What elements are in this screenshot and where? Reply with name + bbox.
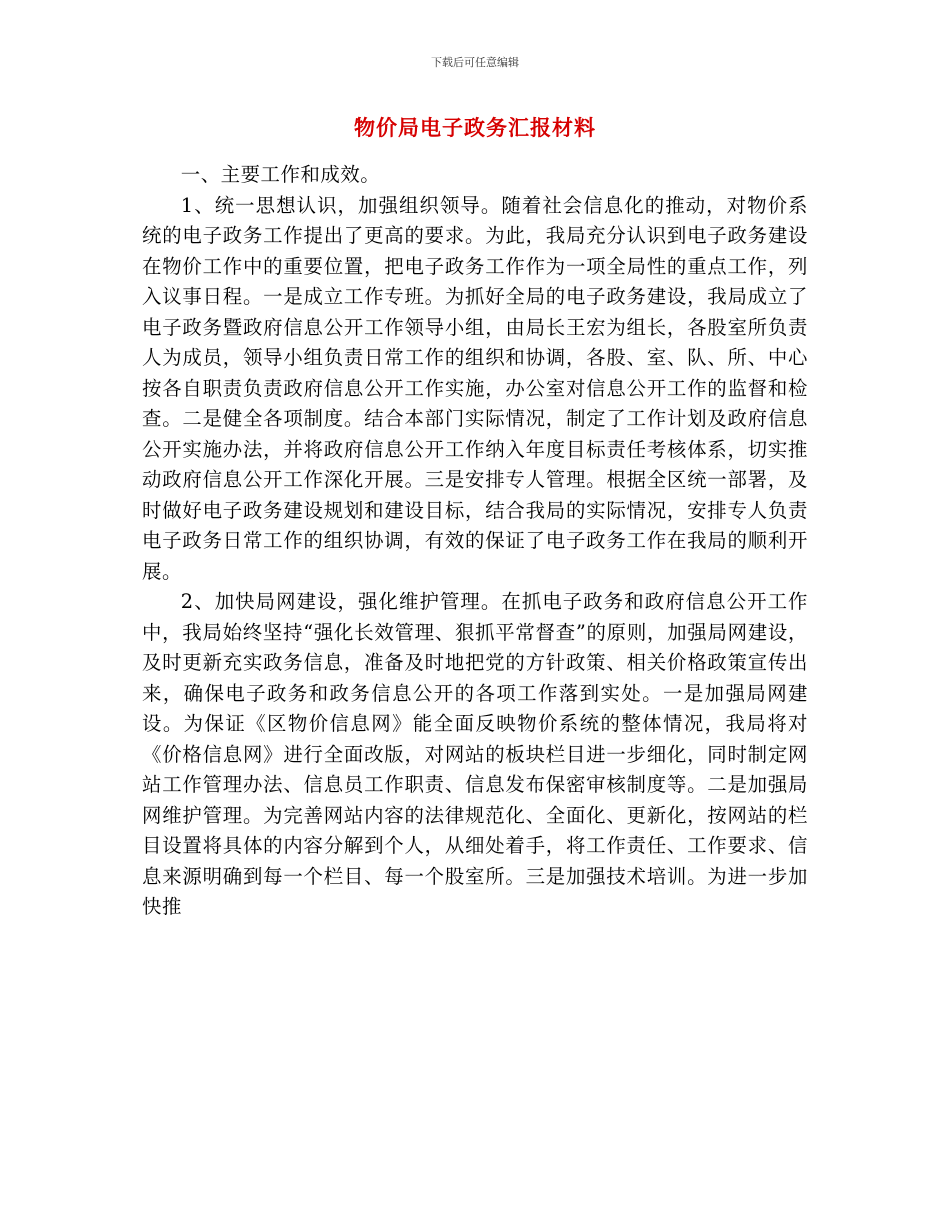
body-paragraph-2: 2、加快局网建设，强化维护管理。在抓电子政务和政府信息公开工作中，我局始终坚持“强化长效管理、狠抓平常督查”的原则，加强局网建设，及时更新充实政务信息，准备及时地把党的方针政策、相关价格政策宣传出来，确保电子政务和政务信息公开的各项工作落到实处。一是加强局网建设。为保证《区物价信息网》能全面反映物价系统的整体情况，我局将对《价格信息网》进行全面改版，对网站的板块栏目进一步细化，同时制定网站工作管理办法、信息员工作职责、信息发布保密审核制度等。二是加强局网维护管理。为完善网站内容的法律规范化、全面化、更新化，按网站的栏目设置将具体的内容分解到个人，从细处着手，将工作责任、工作要求、信息来源明确到每一个栏目、每一个股室所。三是加强技术培训。为进一步加快推 (142, 590, 808, 918)
document-body (142, 160, 808, 923)
body-paragraph-1: 1、统一思想认识，加强组织领导。随着社会信息化的推动，对物价系统的电子政务工作提出了更高的要求。为此，我局充分认识到电子政务建设在物价工作中的重要位置，把电子政务工作作为一项全局性的重点工作，列入议事日程。一是成立工作专班。为抓好全局的电子政务建设，我局成立了电子政务暨政府信息公开工作领导小组，由局长王宏为组长，各股室所负责人为成员，领导小组负责日常工作的组织和协调，各股、室、队、所、中心按各自职责负责政府信息公开工作实施，办公室对信息公开工作的监督和检查。二是健全各项制度。结合本部门实际情况，制定了工作计划及政府信息公开实施办法，并将政府信息公开工作纳入年度目标责任考核体系，切实推动政府信息公开工作深化开展。三是安排专人管理。根据全区统一部署，及时做好电子政务建设规划和建设目标，结合我局的实际情况，安排专人负责电子政务日常工作的组织协调，有效的保证了电子政务工作在我局的顺利开展。 (142, 193, 808, 583)
page-header-note: 下载后可任意编辑 (431, 56, 519, 69)
document-title: 物价局电子政务汇报材料 (354, 116, 596, 140)
section-heading: 一、主要工作和成效。 (180, 163, 381, 186)
